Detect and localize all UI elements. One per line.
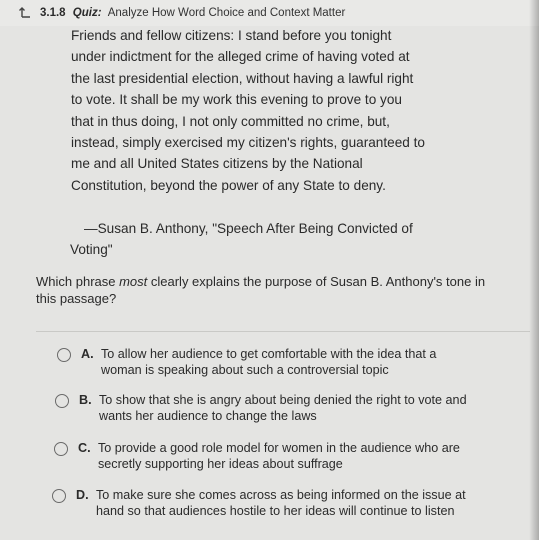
page-title: Analyze How Word Choice and Context Matter bbox=[107, 7, 346, 19]
passage-line: Constitution, beyond the power of any State to deny. bbox=[71, 177, 386, 193]
passage-line: me and all United States citizens by the National bbox=[71, 156, 363, 172]
question-emphasis: most bbox=[119, 274, 148, 289]
passage-text bbox=[71, 25, 451, 196]
question-prompt bbox=[36, 273, 496, 307]
radio-button[interactable] bbox=[55, 394, 69, 408]
choice-letter: B. bbox=[79, 393, 92, 407]
choice-text bbox=[98, 440, 498, 472]
choice-letter: A. bbox=[81, 347, 94, 361]
question-text: Which phrase bbox=[36, 274, 120, 289]
attribution-line: —Susan B. Anthony, "Speech After Being Convicted of bbox=[84, 221, 413, 236]
passage-line: Friends and fellow citizens: I stand before you tonight bbox=[71, 28, 392, 43]
screen-edge-shadow bbox=[529, 0, 539, 540]
activity-type: Quiz: bbox=[72, 7, 102, 19]
choice-text bbox=[99, 392, 499, 424]
choice-text bbox=[96, 487, 496, 519]
passage-line: to vote. It shall be my work this evening to prove to you bbox=[71, 92, 402, 108]
choice-line: wants her audience to change the laws bbox=[99, 409, 317, 423]
radio-button[interactable] bbox=[54, 442, 68, 456]
choice-line: hand so that audiences hostile to her ideas will continue to listen bbox=[96, 504, 455, 518]
choice-line: woman is speaking about such a controversial topic bbox=[101, 363, 389, 377]
choice-line: To allow her audience to get comfortable with the idea that a bbox=[101, 347, 437, 361]
choice-letter: D. bbox=[76, 488, 89, 502]
choice-text bbox=[101, 346, 501, 378]
passage-line: the last presidential election, without having a lawful right bbox=[71, 70, 414, 86]
breadcrumb bbox=[40, 7, 345, 19]
passage-line: under indictment for the alleged crime of having voted at bbox=[71, 49, 410, 65]
radio-button[interactable] bbox=[57, 348, 71, 362]
divider bbox=[36, 331, 530, 332]
choice-line: secretly supporting her ideas about suffrage bbox=[98, 457, 343, 471]
choice-line: To make sure she comes across as being informed on the issue at bbox=[96, 488, 466, 502]
choice-letter: C. bbox=[78, 441, 91, 455]
passage-attribution bbox=[70, 218, 450, 261]
choice-line: To provide a good role model for women in the audience who are bbox=[98, 441, 460, 455]
passage-line: instead, simply exercised my citizen's rights, guaranteed to bbox=[71, 135, 425, 151]
choice-line: To show that she is angry about being denied the right to vote and bbox=[99, 393, 467, 407]
attribution-line: Voting" bbox=[70, 242, 113, 258]
back-arrow-icon[interactable] bbox=[18, 5, 32, 19]
question-text: clearly explains the purpose of Susan B. Anthony's tone in this passage? bbox=[36, 274, 486, 306]
header-bar bbox=[0, 0, 539, 26]
passage-line: that in thus doing, I not only committed no crime, but, bbox=[71, 113, 390, 129]
lesson-code: 3.1.8 bbox=[40, 7, 66, 19]
radio-button[interactable] bbox=[52, 489, 66, 503]
